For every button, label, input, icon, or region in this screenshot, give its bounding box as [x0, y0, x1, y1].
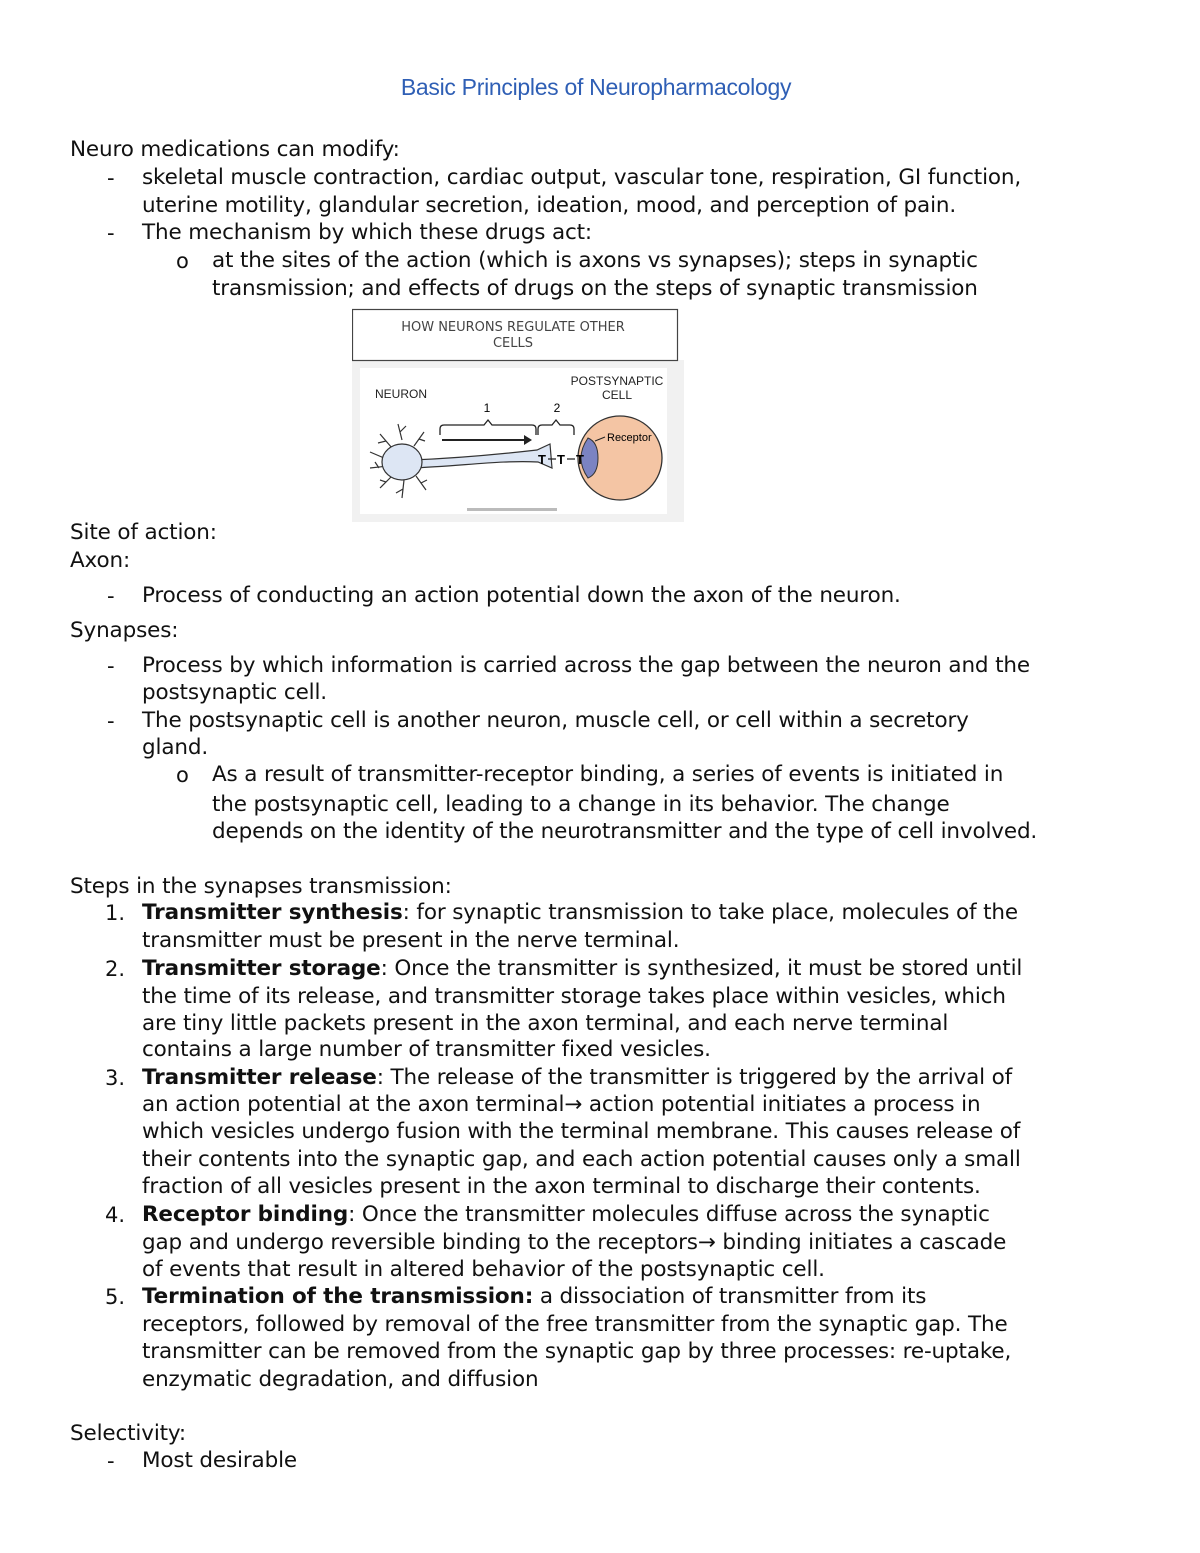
section-heading: Neuro medications can modify: [70, 137, 400, 162]
receptor-label: Receptor [607, 432, 652, 444]
figure-heading-2: CELLS [492, 336, 534, 351]
list-item-line [142, 899, 1018, 927]
bullet-marker: - [107, 584, 115, 608]
postsynaptic-label-2: CELL [601, 388, 633, 402]
list-item-line: transmitter must be present in the nerve terminal. [142, 928, 680, 953]
list-item-line: Most desirable [142, 1448, 297, 1473]
list-item-line [142, 1064, 1012, 1092]
list-item-line: the postsynaptic cell, leading to a change in its behavior. The change [212, 792, 950, 817]
step-description: : Once the transmitter is synthesized, it must be stored until [380, 956, 1023, 981]
section-heading: Synapses: [70, 618, 179, 643]
neuron-cell-body [382, 444, 422, 480]
list-item-line: are tiny little packets present in the axon terminal, and each nerve terminal [142, 1011, 949, 1036]
numbered-marker: 2. [105, 957, 126, 981]
list-item-line: their contents into the synaptic gap, and each action potential causes only a small [142, 1147, 1021, 1172]
bullet-marker: - [107, 166, 115, 190]
list-item-line: of events that result in altered behavior of the postsynaptic cell. [142, 1257, 825, 1282]
list-item-line [142, 1201, 990, 1229]
numbered-marker: 5. [105, 1285, 126, 1309]
sub-marker: o [176, 763, 189, 787]
list-item-line: fraction of all vesicles present in the axon terminal to discharge their contents. [142, 1174, 981, 1199]
numbered-marker: 3. [105, 1066, 126, 1090]
list-item-line: gland. [142, 735, 209, 760]
step-description: : for synaptic transmission to take place, molecules of the [402, 900, 1018, 925]
list-item-line: Process by which information is carried across the gap between the neuron and the [142, 653, 1030, 678]
list-item-line: an action potential at the axon terminal→ action potential initiates a process in [142, 1092, 981, 1117]
numbered-marker: 4. [105, 1203, 126, 1227]
step-term: Transmitter release [142, 1065, 377, 1090]
neuron-diagram-figure [352, 308, 684, 522]
list-item-line: uterine motility, glandular secretion, ideation, mood, and perception of pain. [142, 193, 957, 218]
bullet-marker: - [107, 654, 115, 678]
step-description: : The release of the transmitter is triggered by the arrival of [376, 1065, 1013, 1090]
bullet-marker: - [107, 221, 115, 245]
list-item-line: enzymatic degradation, and diffusion [142, 1367, 539, 1392]
bullet-marker: - [107, 709, 115, 733]
step-term: Transmitter storage [142, 956, 381, 981]
list-item-line: As a result of transmitter-receptor binding, a series of events is initiated in [212, 762, 1004, 787]
list-item-line: Process of conducting an action potential down the axon of the neuron. [142, 583, 901, 608]
section-heading: Site of action: [70, 520, 217, 545]
section-heading: Axon: [70, 548, 131, 573]
list-item-line: skeletal muscle contraction, cardiac output, vascular tone, respiration, GI function, [142, 165, 1022, 190]
step-term: Transmitter synthesis [142, 900, 403, 925]
list-item-line: gap and undergo reversible binding to the receptors→ binding initiates a cascade [142, 1230, 1007, 1255]
step-term: Termination of the transmission: [142, 1284, 534, 1309]
step-1-label: 1 [483, 401, 491, 415]
list-item-line: transmission; and effects of drugs on the steps of synaptic transmission [212, 276, 978, 301]
list-item-line [142, 1283, 926, 1311]
transmitter-2: T [557, 452, 565, 467]
list-item-line: postsynaptic cell. [142, 680, 327, 705]
transmitter-3: T [576, 452, 584, 467]
neuron-label: NEURON [375, 387, 428, 401]
bullet-marker: - [107, 1449, 115, 1473]
list-item-line: The postsynaptic cell is another neuron, muscle cell, or cell within a secretory [142, 708, 969, 733]
list-item-line: receptors, followed by removal of the free transmitter from the synaptic gap. The [142, 1312, 1008, 1337]
list-item-line: depends on the identity of the neurotransmitter and the type of cell involved. [212, 819, 1038, 844]
figure-heading: HOW NEURONS REGULATE OTHER [401, 320, 625, 335]
list-item-line: transmitter can be removed from the synaptic gap by three processes: re-uptake, [142, 1339, 1012, 1364]
page-title: Basic Principles of Neuropharmacology [400, 74, 792, 100]
list-item-line: at the sites of the action (which is axons vs synapses); steps in synaptic [212, 248, 978, 273]
step-2-label: 2 [553, 401, 561, 415]
sub-marker: o [176, 249, 189, 273]
numbered-marker: 1. [105, 901, 126, 925]
step-term: Receptor binding [142, 1202, 349, 1227]
step-description: a dissociation of transmitter from its [533, 1284, 927, 1309]
step-description: : Once the transmitter molecules diffuse across the synaptic [348, 1202, 990, 1227]
postsynaptic-label: POSTSYNAPTIC [570, 374, 664, 388]
transmitter-1: T [538, 452, 546, 467]
section-heading: Steps in the synapses transmission: [70, 874, 452, 899]
section-heading: Selectivity: [70, 1421, 187, 1446]
list-item-line: contains a large number of transmitter fixed vesicles. [142, 1037, 711, 1062]
list-item-line: The mechanism by which these drugs act: [142, 220, 593, 245]
list-item-line: the time of its release, and transmitter storage takes place within vesicles, which [142, 984, 1006, 1009]
list-item-line: which vesicles undergo fusion with the terminal membrane. This causes release of [142, 1119, 1021, 1144]
list-item-line [142, 955, 1022, 983]
